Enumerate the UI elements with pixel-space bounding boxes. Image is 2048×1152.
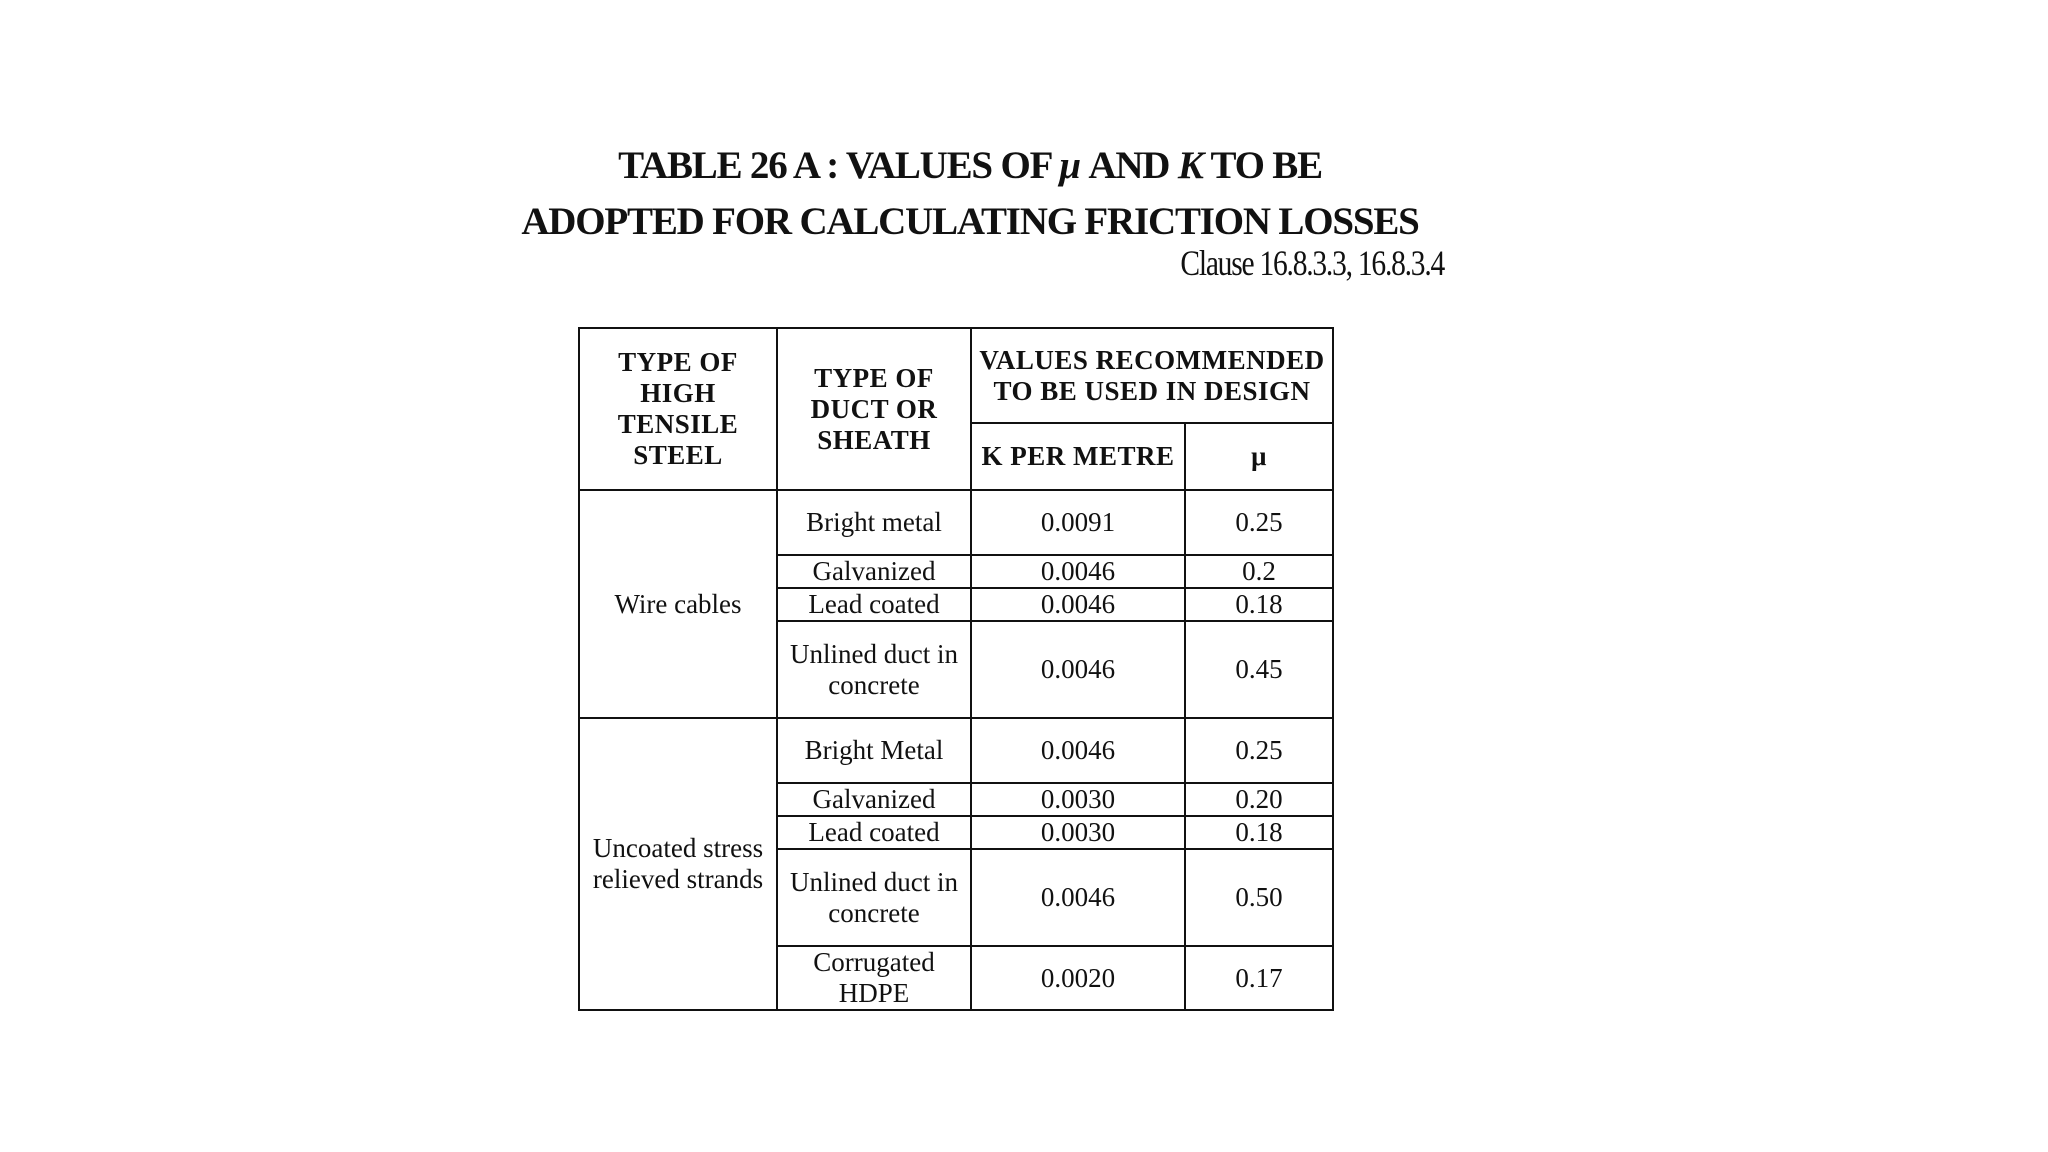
duct-type-cell: Lead coated: [777, 588, 971, 621]
mu-value-cell: 0.25: [1185, 718, 1333, 783]
header-values-group: VALUES RECOMMENDED TO BE USED IN DESIGN: [971, 328, 1333, 423]
header-mu: μ: [1185, 423, 1333, 490]
header-k-per-metre: K PER METRE: [971, 423, 1185, 490]
k-value-cell: 0.0030: [971, 783, 1185, 816]
mu-value-cell: 0.20: [1185, 783, 1333, 816]
mu-value-cell: 0.18: [1185, 588, 1333, 621]
mu-value-cell: 0.45: [1185, 621, 1333, 718]
duct-type-cell: Galvanized: [777, 783, 971, 816]
mu-value-cell: 0.2: [1185, 555, 1333, 588]
duct-type-cell: Lead coated: [777, 816, 971, 849]
k-value-cell: 0.0020: [971, 946, 1185, 1010]
table-title: [490, 138, 1450, 250]
mu-value-cell: 0.17: [1185, 946, 1333, 1010]
k-symbol: K: [1177, 144, 1203, 187]
k-value-cell: 0.0046: [971, 555, 1185, 588]
k-value-cell: 0.0091: [971, 490, 1185, 555]
k-value-cell: 0.0046: [971, 718, 1185, 783]
steel-type-cell: Uncoated stress relieved strands: [579, 718, 777, 1010]
table-title-line-2: ADOPTED FOR CALCULATING FRICTION LOSSES: [521, 200, 1419, 243]
header-duct-type: TYPE OF DUCT OR SHEATH: [777, 328, 971, 490]
duct-type-cell: Bright Metal: [777, 718, 971, 783]
title-text-c: TO BE: [1202, 144, 1322, 187]
table-title-line-1: [490, 138, 1450, 194]
duct-type-cell: Bright metal: [777, 490, 971, 555]
steel-type-cell: Wire cables: [579, 490, 777, 718]
k-value-cell: 0.0030: [971, 816, 1185, 849]
mu-symbol: μ: [1059, 144, 1080, 187]
header-steel-type: TYPE OF HIGH TENSILE STEEL: [579, 328, 777, 490]
k-value-cell: 0.0046: [971, 849, 1185, 946]
mu-value-cell: 0.50: [1185, 849, 1333, 946]
mu-value-cell: 0.25: [1185, 490, 1333, 555]
title-text-b: AND: [1079, 144, 1178, 187]
duct-type-cell: Galvanized: [777, 555, 971, 588]
k-value-cell: 0.0046: [971, 588, 1185, 621]
k-value-cell: 0.0046: [971, 621, 1185, 718]
duct-type-cell: Unlined duct in concrete: [777, 621, 971, 718]
title-text-a: TABLE 26 A : VALUES OF: [618, 144, 1060, 187]
duct-type-cell: Unlined duct in concrete: [777, 849, 971, 946]
friction-values-table: [578, 327, 1334, 1011]
mu-value-cell: 0.18: [1185, 816, 1333, 849]
duct-type-cell: Corrugated HDPE: [777, 946, 971, 1010]
clause-reference: Clause 16.8.3.3, 16.8.3.4: [1180, 243, 1444, 283]
